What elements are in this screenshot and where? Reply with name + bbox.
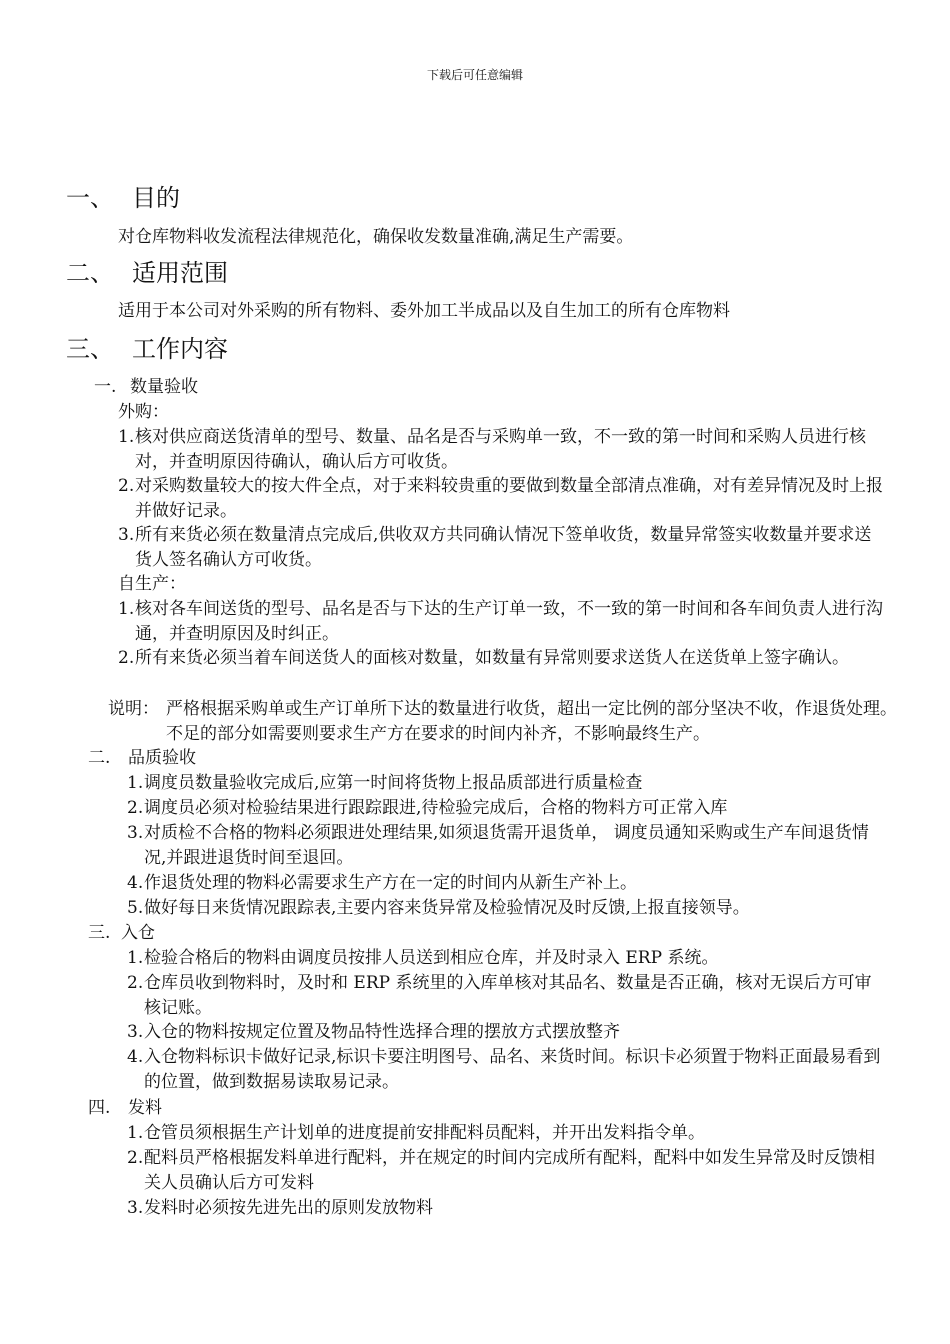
section-heading-purpose (66, 183, 180, 213)
list-item: 3. 所有来货必须在数量清点完成后,供收双方共同确认情况下签单收货，数量异常签实收数量并要求送货人签名确认方可收货。 (118, 525, 872, 570)
list-item: 1. 检验合格后的物料由调度员按排人员送到相应仓库，并及时录入 ERP 系统。 (127, 948, 719, 968)
section-number: 二、 (66, 259, 114, 287)
list-item: 1. 仓管员须根据生产计划单的进度提前安排配料员配料，并开出发料指令单。 (127, 1123, 705, 1143)
list-item: 1. 调度员数量验收完成后,应第一时间将货物上报品质部进行质量检查 (127, 773, 643, 793)
note-block (108, 697, 898, 747)
list-item: 2. 配料员严格根据发料单进行配料，并在规定的时间内完成所有配料，配料中如发生异常及时反馈相关人员确认后方可发料 (127, 1148, 875, 1193)
section-title: 工作内容 (132, 335, 228, 363)
subsection-quality-check (88, 746, 196, 770)
purchase-label: 外购： (118, 402, 169, 422)
purpose-text: 对仓库物料收发流程法律规范化，确保收发数量准确,满足生产需要。 (118, 227, 634, 247)
subsection-warehousing (88, 921, 155, 945)
list-item: 2. 仓库员收到物料时，及时和 ERP 系统里的入库单核对其品名、数量是否正确，核对无误后方可审核记账。 (127, 973, 872, 1018)
section-heading-scope (66, 258, 228, 288)
subsection-title: 入仓 (121, 923, 155, 943)
note-label: 说明： (108, 699, 159, 719)
section-number: 一、 (66, 184, 114, 212)
page-header: 下载后可任意编辑 (426, 68, 523, 82)
subsection-number: 三. (88, 923, 111, 943)
list-item: 5. 做好每日来货情况跟踪表,主要内容来货异常及检验情况及时反馈,上报直接领导。 (127, 898, 750, 918)
list-item: 1. 核对供应商送货清单的型号、数量、品名是否与采购单一致，不一致的第一时间和采购人员进行核对，并查明原因待确认，确认后方可收货。 (118, 427, 866, 472)
section-title: 目的 (132, 184, 180, 212)
subsection-quantity-check (94, 375, 198, 399)
section-heading-work-content (66, 334, 228, 364)
subsection-number: 四. (88, 1098, 111, 1118)
subsection-number: 一. (94, 377, 117, 397)
list-item: 4. 作退货处理的物料必需要求生产方在一定的时间内从新生产补上。 (127, 873, 637, 893)
subsection-title: 数量验收 (130, 377, 198, 397)
list-item: 3. 发料时必须按先进先出的原则发放物料 (127, 1198, 433, 1218)
subsection-material-issue (88, 1096, 162, 1120)
note-text: 严格根据采购单或生产订单所下达的数量进行收货，超出一定比例的部分坚决不收，作退货处理。不足的部分如需要则要求生产方在要求的时间内补齐，不影响最终生产。 (166, 699, 897, 744)
list-item: 4. 入仓物料标识卡做好记录,标识卡要注明图号、品名、来货时间。标识卡必须置于物料正面最易看到的位置，做到数据易读取易记录。 (127, 1047, 881, 1092)
list-item: 2. 所有来货必须当着车间送货人的面核对数量，如数量有异常则要求送货人在送货单上签字确认。 (118, 648, 849, 668)
list-item: 1. 核对各车间送货的型号、品名是否与下达的生产订单一致，不一致的第一时间和各车间负责人进行沟通，并查明原因及时纠正。 (118, 599, 883, 644)
scope-text: 适用于本公司对外采购的所有物料、委外加工半成品以及自生加工的所有仓库物料 (118, 301, 730, 321)
list-item: 2. 调度员必须对检验结果进行跟踪跟进,待检验完成后，合格的物料方可正常入库 (127, 798, 728, 818)
subsection-title: 品质验收 (128, 748, 196, 768)
list-item: 2. 对采购数量较大的按大件全点，对于来料较贵重的要做到数量全部清点准确，对有差异情况及时上报并做好记录。 (118, 476, 883, 521)
list-item: 3. 对质检不合格的物料必须跟进处理结果,如须退货需开退货单， 调度员通知采购或生产车间退货情况,并跟进退货时间至退回。 (127, 823, 869, 868)
list-item: 3. 入仓的物料按规定位置及物品特性选择合理的摆放方式摆放整齐 (127, 1022, 620, 1042)
self-production-label: 自生产： (118, 574, 186, 594)
section-title: 适用范围 (132, 259, 228, 287)
subsection-number: 二. (88, 748, 111, 768)
subsection-title: 发料 (128, 1098, 162, 1118)
section-number: 三、 (66, 335, 114, 363)
